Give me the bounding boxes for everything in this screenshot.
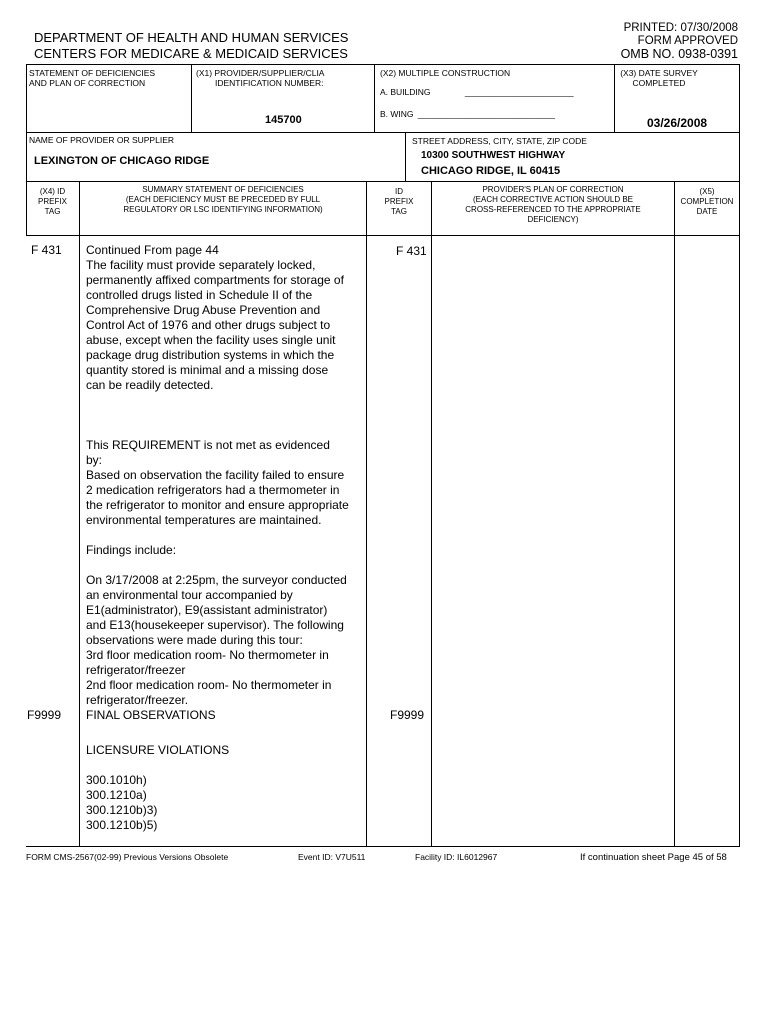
id-prefix-column-header: ID PREFIX TAG [384,187,414,216]
provider-name: LEXINGTON OF CHICAGO RIDGE [34,155,210,167]
summary-column-header: SUMMARY STATEMENT OF DEFICIENCIES (EACH DEFICIENCY MUST BE PRECEDED BY FULL REGULATORY OR LSC IDENTIFYING INFORMATION) [123,185,323,214]
page-info: If continuation sheet Page 45 of 58 [580,852,727,863]
final-tag-right: F9999 [390,708,425,722]
x5-column-header: (X5) COMPLETION DATE [680,187,734,216]
deficiency-tag-right: F 431 [396,244,427,258]
final-tag-left: F9999 [27,708,62,722]
building-field: A. BUILDING _______________________ [380,87,574,97]
city-state-zip: CHICAGO RIDGE, IL 60415 [421,165,561,177]
omb-number: OMB NO. 0938-0391 [620,47,738,61]
provider-id-label: (X1) PROVIDER/SUPPLIER/CLIA IDENTIFICATION NUMBER: [196,68,325,88]
continued-note: Continued From page 44 [86,243,219,257]
survey-date-label: (X3) DATE SURVEY COMPLETED [620,68,698,88]
provider-id-value: 145700 [265,114,302,126]
facility-id: Facility ID: IL6012967 [415,852,498,862]
survey-date-value: 03/26/2008 [647,116,708,130]
violation-codes: 300.1010h) 300.1210a) 300.1210b)3) 300.1210b)5) [86,773,158,832]
wing-field: B. WING _____________________________ [380,109,555,119]
statement-label: STATEMENT OF DEFICIENCIES AND PLAN OF CORRECTION [29,68,156,88]
form-approved-label: FORM APPROVED [637,35,738,47]
printed-date: PRINTED: 07/30/2008 [623,22,738,34]
address-label: STREET ADDRESS, CITY, STATE, ZIP CODE [412,136,587,146]
provider-name-label: NAME OF PROVIDER OR SUPPLIER [29,135,174,145]
form-approval-block [621,22,738,61]
multiple-construction-label: (X2) MULTIPLE CONSTRUCTION [380,68,511,78]
deficiency-tag-left: F 431 [31,243,62,257]
plan-column-header: PROVIDER'S PLAN OF CORRECTION (EACH CORRECTIVE ACTION SHOULD BE CROSS-REFERENCED TO THE APPROPRIATE DEFICIENCY) [465,185,641,224]
final-observations: FINAL OBSERVATIONS [86,708,216,722]
x4-column-header: (X4) ID PREFIX TAG [38,187,67,216]
form-id: FORM CMS-2567(02-99) Previous Versions Obsolete [26,852,229,862]
event-id: Event ID: V7U511 [298,852,366,862]
findings-label: Findings include: [86,543,177,557]
regulation-paragraph: The facility must provide separately locked, permanently affixed compartments for storage of controlled drugs listed in Schedule II of the Comprehensive Drug Abuse Prevention and Control Act of 1976 and other drugs subject to abuse, except when the facility uses single unit package drug distribution systems in which the quantity stored is minimal and a missing dose can be readily detected. [86,258,344,392]
department-name: DEPARTMENT OF HEALTH AND HUMAN SERVICES [34,30,349,45]
observation-paragraph: On 3/17/2008 at 2:25pm, the surveyor conducted an environmental tour accompanied by E1(administrator), E9(assistant administrator) and E13(housekeeper supervisor). The following observations were made during this tour: 3rd floor medication room- No thermometer in refrigerator/freezer 2nd floor medication room- No thermometer in refrigerator/freezer. [86,573,347,707]
agency-name: CENTERS FOR MEDICARE & MEDICAID SERVICES [34,46,348,61]
deficiency-text [86,243,366,833]
requirement-paragraph: This REQUIREMENT is not met as evidenced by: Based on observation the facility failed to ensure 2 medication refrigerators had a thermometer in the refrigerator to monitor and ensure appropriate environmental temperatures are maintained. [86,438,349,527]
licensure-violations: LICENSURE VIOLATIONS [86,743,230,757]
street-address: 10300 SOUTHWEST HIGHWAY [421,150,566,161]
department-header [34,30,348,62]
